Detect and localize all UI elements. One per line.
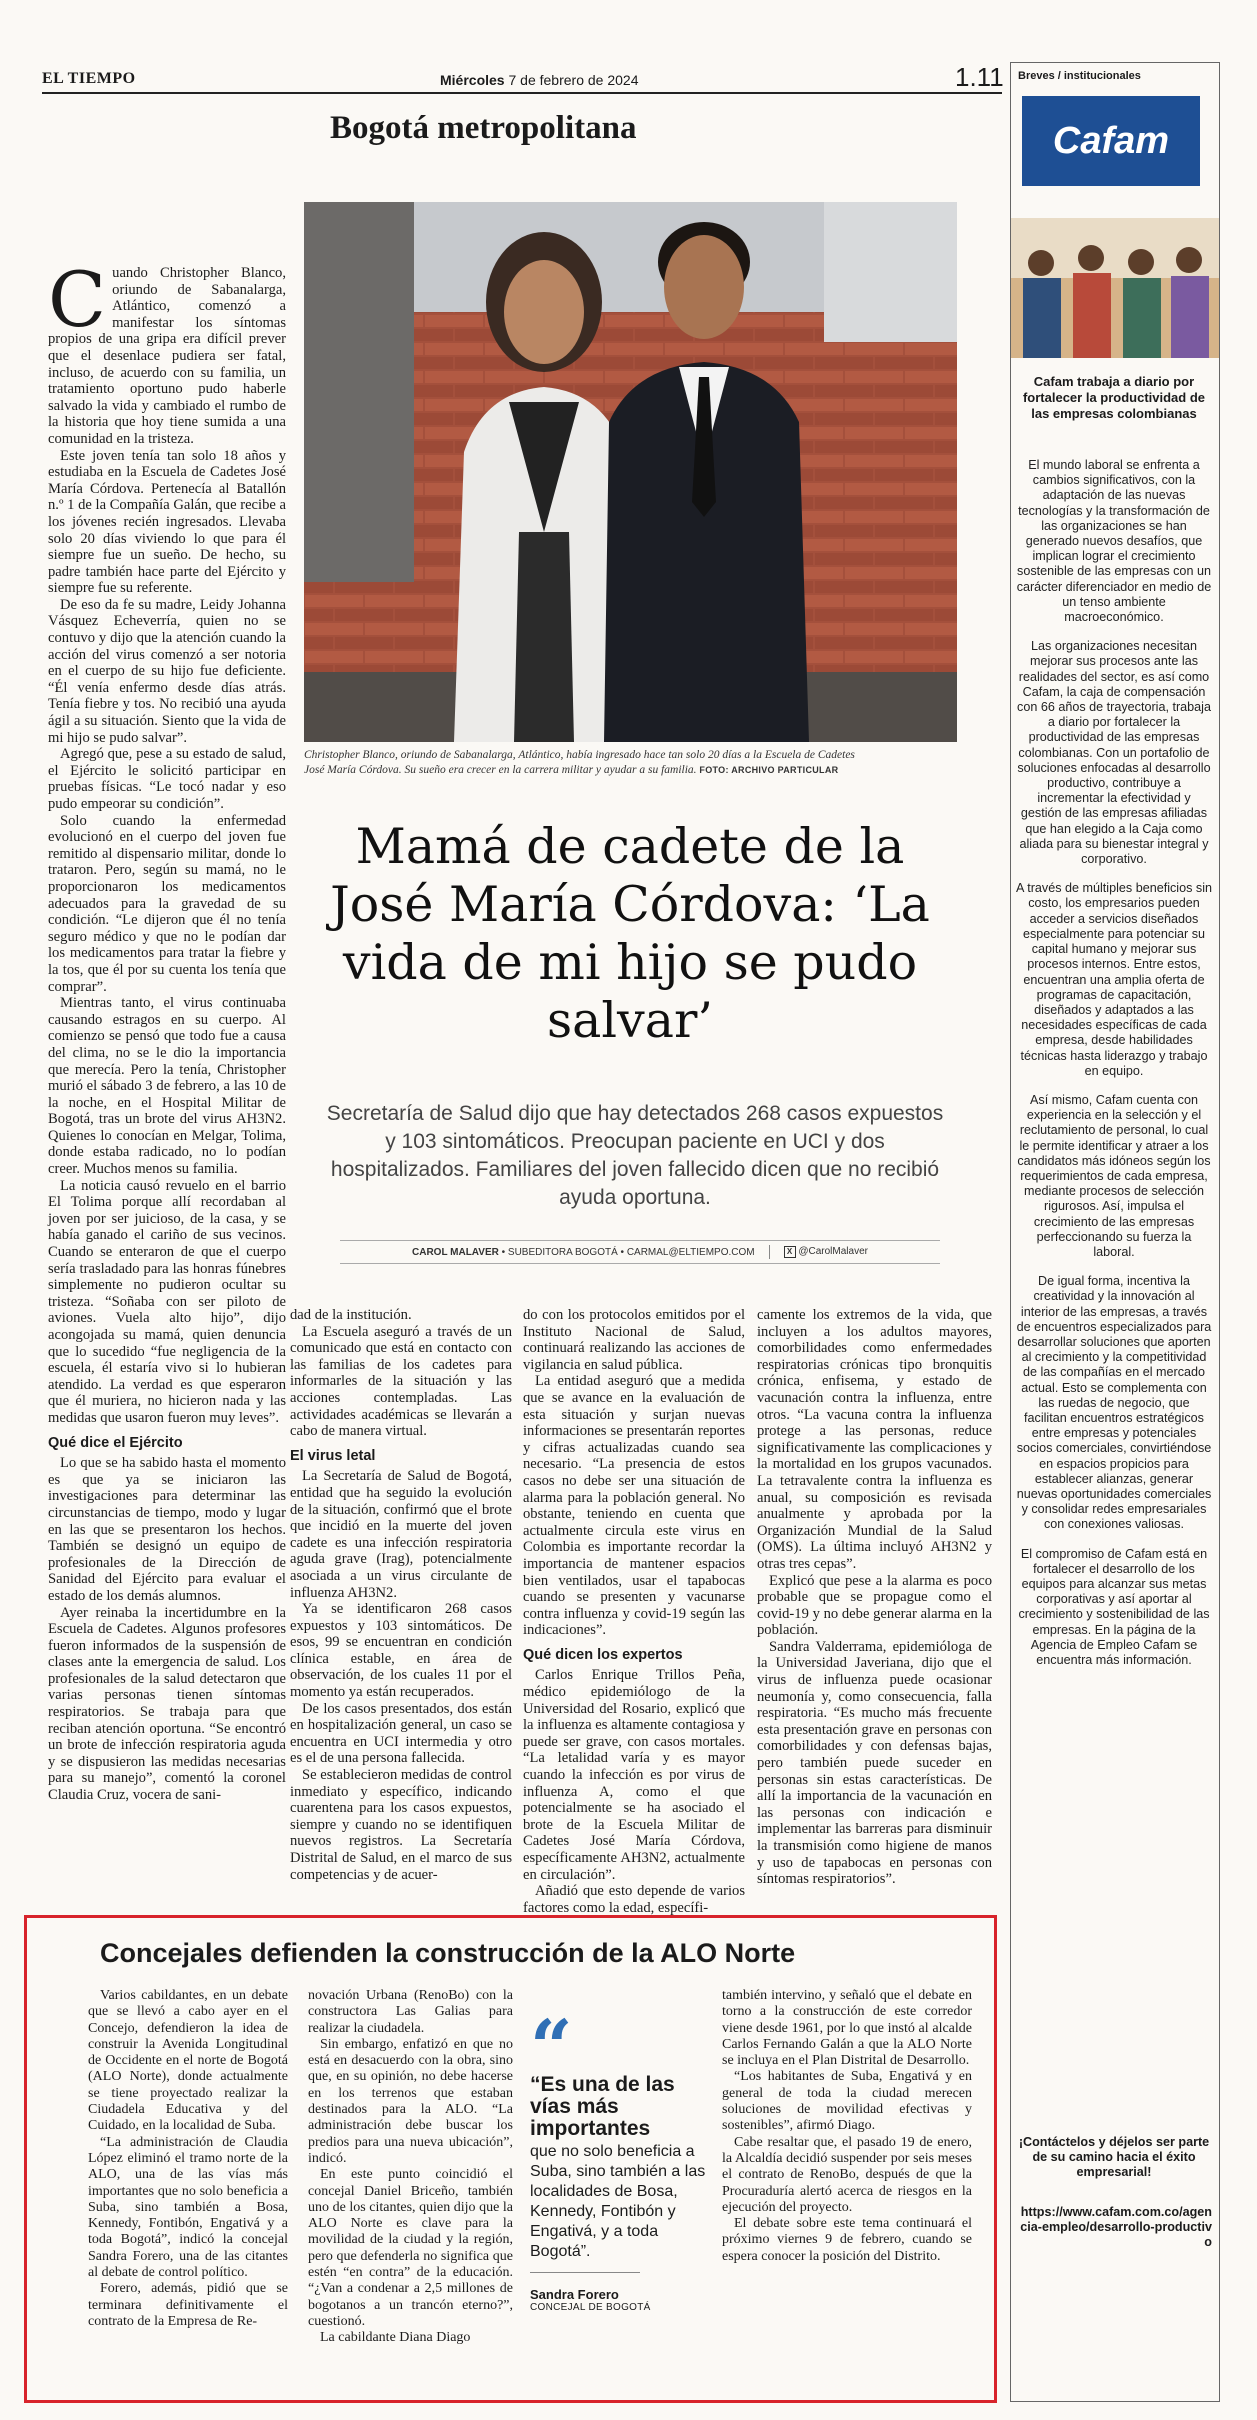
dropcap: C xyxy=(48,255,107,344)
quote-body: que no solo beneficia a Suba, sino también a las localidades de Bosa, Kennedy, Fontibón y Engativá, y a toda Bogotá”. xyxy=(530,2143,706,2260)
paragraph: Explicó que pese a la alarma es poco probable que se propague como el covid-19 y no debe generar alarma en la población. xyxy=(757,1572,992,1639)
paragraph: De eso da fe su madre, Leidy Johanna Vásquez Echeverría, quien no se contuvo y dijo que la atención cuando la acción del virus comenzó a ser notoria en el cuerpo de su hijo fue deficiente. “Él venía enfermo desde días atrás. Tenía fiebre y tos. No recibió una ayuda ágil a su situación. Siento que la vida de mi hijo se pudo salvar”. xyxy=(48,596,286,746)
subheading-ejercito: Qué dice el Ejército xyxy=(48,1434,183,1451)
sidebar-body xyxy=(1016,458,1212,1682)
paragraph: Lo que se ha sabido hasta el momento es que ya se iniciaron las investigaciones para determinar las circunstancias de tiempo, modo y lugar en las que se presentaron los hechos. También se designó un equipo de profesionales de la Dirección de Sanidad del Ejército para evaluar el estado de los demás alumnos. xyxy=(48,1455,286,1604)
paragraph: Carlos Enrique Trillos Peña, médico epidemiólogo de la Universidad del Rosario, explicó que la influenza es altamente contagiosa y puede ser grave, con casos mortales. “La letalidad varía y es mayor cuando la infección es por virus de influenza A, como el que potencialmente se ha asociado el brote de la Escuela Militar de Cadetes José María Córdova, específicamente AH3N2, actualmente en circulación”. xyxy=(523,1667,745,1883)
paragraph: Se establecieron medidas de control inmediato y específico, indicando cuarentena para los casos expuestos, siempre y cuando no se identifiquen nuevos registros. La Secretaría Distrital de Salud, en el marco de sus competencias y de acuer- xyxy=(290,1767,512,1883)
cafam-logo: Cafam xyxy=(1022,96,1200,186)
paragraph: uando Christopher Blanco, oriundo de Sabanalarga, Atlántico, comenzó a manifestar los síntomas propios de una gripa era difícil prever que el desenlace pudiera ser fatal, incluso, de acuerdo con su familia, un tratamiento oportuno pudo haberle salvado la vida y cambiado el rumbo de la historia que hoy tiene sumida a una comunidad en la tristeza. xyxy=(48,265,286,447)
photo-mother-and-son xyxy=(304,202,957,742)
quote-author-role: CONCEJAL DE BOGOTÁ xyxy=(530,2302,651,2313)
article-subtitle: Secretaría de Salud dijo que hay detectados 268 casos expuestos y 103 sintomáticos. Preocupan paciente en UCI y dos hospitalizados. Familiares del joven fallecido dicen que no recibió ayuda oportuna. xyxy=(326,1102,944,1209)
paragraph: Ya se identificaron 268 casos expuestos y 103 sintomáticos. De esos, 99 se encuentran en condición clínica estable, en área de observación, de los cuales 11 por el momento ya están recuperados. xyxy=(290,1601,512,1701)
section-title: Bogotá metropolitana xyxy=(330,110,637,146)
paragraph: La entidad aseguró que a medida que se avance en la evaluación de esta situación y surjan nuevas informaciones se presentarán reportes y cifras actualizadas cuando sea necesario. “La presencia de estos casos no debe ser una situación de alarma para la población general. No obstante, teniendo en cuenta que actualmente circula este virus en Colombia es importante recordar la importancia de mantener espacios bien ventilados, usar el tapabocas cuando se presenten y vacunarse contra influenza y covid-19 según las indicaciones”. xyxy=(523,1373,745,1639)
subheading-virus-letal: El virus letal xyxy=(290,1447,376,1464)
article-column-1 xyxy=(48,255,286,1804)
paragraph: Añadió que esto depende de varios factores como la edad, específi- xyxy=(523,1883,745,1916)
paragraph: Forero, además, pidió que se terminara definitivamente el contrato de la Empresa de Re- xyxy=(88,2281,288,2329)
paragraph: El debate sobre este tema continuará el próximo viernes 9 de febrero, cuando se espera conocer la posición del Distrito. xyxy=(722,2216,972,2264)
header-rule xyxy=(42,92,1002,94)
paragraph: Mientras tanto, el virus continuaba causando estragos en su cuerpo. Al comienzo se pensó que todo fue a causa del clima, no se le dio la importancia que merecía. Pero la tenía, Christopher murió el sábado 3 de febrero, a las 10 de la noche, en el Hospital Militar de Bogotá, tras un brote del virus AH3N2. Quienes lo conocían en Melgar, Tolima, donde estaba radicado, no lo podían creer. Muchos menos su familia. xyxy=(48,995,286,1178)
sidebar-call-to-action: ¡Contáctelos y déjelos ser parte de su camino hacia el éxito empresarial! xyxy=(1018,2135,1210,2180)
quote-mark-icon: “ xyxy=(530,2005,573,2091)
box-column-2 xyxy=(308,1988,513,2347)
paragraph: La Secretaría de Salud de Bogotá, entidad que ha seguido la evolución de la situación, confirmó que el brote que incidió en la muerte del joven cadete es una infección respiratoria aguda grave (Irag), potencialmente asociada a un virus circulante de influenza AH3N2. xyxy=(290,1468,512,1601)
office-team-photo xyxy=(1011,218,1219,358)
x-social-link[interactable] xyxy=(784,1246,868,1258)
paragraph: De igual forma, incentiva la creatividad y la innovación al interior de las empresas, a través de encuentros especializados para desarrollar soluciones que aporten al crecimiento y la competitividad de las compañías en el mercado actual. Esto se complementa con las ruedas de negocio, que facilitan encuentros estratégicos entre empresas y potenciales socios comerciales, convirtiéndose en espacios propicios para establecer alianzas, generar nuevas oportunidades comerciales y consolidar redes empresariales con conexiones valiosas. xyxy=(1016,1274,1212,1532)
masthead-logo: EL TIEMPO xyxy=(42,70,136,87)
paragraph: Solo cuando la enfermedad evolucionó en el cuerpo del joven fue remitido al dispensario militar, donde lo trataron. Pero, según su mamá, no le proporcionaron los medicamentos adecuados para la gravedad de su condición. “Le dijeron que él no tenía seguro médico y que no le podían dar los medicamentos para tratar la fiebre y la tos, que él por su cuenta los tenía que comprar”. xyxy=(48,812,286,995)
x-logo-icon: X xyxy=(784,1246,796,1258)
article-column-3 xyxy=(523,1307,745,1916)
photo-credit: FOTO: ARCHIVO PARTICULAR xyxy=(699,765,839,775)
paragraph: do con los protocolos emitidos por el Instituto Nacional de Salud, continuará realizando las acciones de vigilancia en salud pública. xyxy=(523,1307,745,1373)
paragraph: Así mismo, Cafam cuenta con experiencia en la selección y el reclutamiento de personal, lo cual le permite identificar y atraer a los candidatos más idóneos según los requerimientos de cada empresa, mediante procesos de selección rigurosos. Así, impulsa el crecimiento de las empresas perfeccionando su fuerza la laboral. xyxy=(1017,1092,1211,1259)
quote-author: Sandra Forero xyxy=(530,2287,619,2302)
paragraph: “La administración de Claudia López eliminó el tramo norte de la ALO, una de las vías más importantes que no solo beneficia a Suba, sino también a Bosa, Kennedy, Fontibón, Engativá y a toda Bogotá”, indicó la concejal Sandra Forero, una de las citantes al debate de control político. xyxy=(88,2134,288,2281)
sidebar-headline: Cafam trabaja a diario por fortalecer la productividad de las empresas colombianas xyxy=(1022,374,1206,421)
paragraph: novación Urbana (RenoBo) con la constructora Las Galias para realizar la ciudadela. xyxy=(308,1988,513,2036)
paragraph: El mundo laboral se enfrenta a cambios significativos, con la adaptación de las nuevas tecnologías y la transformación de las organizaciones se han generado nuevos desafíos, que implican lograr el crecimiento sostenible de las empresas con un carácter diferenciador en medio de un tenso ambiente macroeconómico. xyxy=(1016,458,1212,625)
paragraph: Varios cabildantes, en un debate que se llevó a cabo ayer en el Concejo, defendieron la idea de construir la Avenida Longitudinal de Occidente en el norte de Bogotá (ALO Norte), donde actualmente se tiene proyectado realizar la Ciudadela Educativa y del Cuidado, en la localidad de Suba. xyxy=(88,1988,288,2134)
caption-text: Christopher Blanco, oriundo de Sabanalarga, Atlántico, había ingresado hace tan solo 20 días a la Escuela de Cadetes José María Córdova. Su sueño era crecer en la carrera militar y ayudar a su familia. xyxy=(304,749,855,776)
article-column-4 xyxy=(757,1307,992,1888)
paragraph: La noticia causó revuelo en el barrio El Tolima porque allí recordaban al joven por ser juicioso, de la casa, y se había ganado el cariño de sus vecinos. Cuando se enteraron de que el cuerpo sería trasladado para las honras fúnebres simplemente no pudieron ocultar su tristeza. “Soñaba con ser piloto de aviones. Vuela alto hijo”, dijo acongojada su mamá, quien denuncia que lo sucedido “fue negligencia de la escuela, él estaría vivo si lo hubieran atendido. La verdad es que esperaron que él muriera, no hicieron nada y las medidas que usaron fueron muy leves”. xyxy=(48,1177,286,1426)
box-headline: Concejales defienden la construcción de la ALO Norte xyxy=(100,1938,796,1968)
date-day: Miércoles xyxy=(440,72,505,88)
paragraph: De los casos presentados, dos están en hospitalización general, un caso se encuentra en UCI intermedia y otro es el de una persona fallecida. xyxy=(290,1700,512,1767)
article-headline: Mamá de cadete de la José María Córdova: ‘La vida de mi hijo se pudo salvar’ xyxy=(330,818,930,1049)
byline-author: CAROL MALAVER xyxy=(412,1246,499,1258)
paragraph: Sin embargo, enfatizó en que no está en desacuerdo con la obra, sino que, en su opinión, no debe hacerse en los terrenos que estaban destinados para la ALO. “La administración debe buscar los predios para una nueva ubicación”, indicó. xyxy=(308,2036,513,2166)
paragraph: también intervino, y señaló que el debate en torno a la construcción de este corredor viene desde 1961, por lo que instó al alcalde Carlos Fernando Galán a que la ALO Norte se incluya en el Plan Distrital de Desarrollo. xyxy=(722,1988,972,2069)
paragraph: Ayer reinaba la incertidumbre en la Escuela de Cadetes. Algunos profesores fueron informados de la suspensión de clases ante la emergencia de salud. Los profesionales de la salud detectaron que varias personas tienen síntomas respiratorios. Se trabaja para que reciban atención oportuna. “Se encontró un brote de infección respiratoria aguda y se dispusieron las medidas necesarias para su manejo”, comentó la coronel Claudia Cruz, vocera de sani- xyxy=(48,1604,286,1804)
byline-role: • SUBEDITORA BOGOTÁ • CARMAL@ELTIEMPO.COM xyxy=(501,1246,755,1258)
byline-text xyxy=(412,1247,755,1258)
subheading-expertos: Qué dicen los expertos xyxy=(523,1646,683,1663)
article-photo xyxy=(304,202,957,742)
paragraph: Agregó que, pese a su estado de salud, el Ejército le solicitó participar en pruebas físicas. “Le tocó nadar y eso pudo empeorar su condición”. xyxy=(48,746,286,812)
byline xyxy=(340,1240,940,1264)
byline-handle: @CarolMalaver xyxy=(798,1246,868,1257)
paragraph: A través de múltiples beneficios sin costo, los empresarios pueden acceder a servicios diseñados especialmente para potenciar su capital humano y mejorar sus procesos internos. Entre estos, encuentran una amplia oferta de programas de capacitación, diseñados y adaptados a las necesidades específicas de cada empresa, desde habilidades técnicas hasta liderazgo y trabajo en equipo. xyxy=(1016,881,1213,1078)
paragraph: Las organizaciones necesitan mejorar sus procesos ante las realidades del sector, es así como Cafam, la caja de compensación con 66 años de trayectoria, trabaja a diario por fortalecer la productividad de las empresas colombianas. Con un portafolio de soluciones enfocadas al desarrollo productivo, contribuye a incrementar la efectividad y gestión de las empresas afiliadas que han elegido a la Caja como aliada para su bienestar integral y corporativo. xyxy=(1017,639,1211,867)
sidebar-photo xyxy=(1011,218,1219,358)
paragraph: dad de la institución. xyxy=(290,1307,412,1323)
article-column-2 xyxy=(290,1307,512,1883)
paragraph: La Escuela aseguró a través de un comunicado que está en contacto con las familias de los cadetes para informarles de la situación y las acciones contempladas. Las actividades académicas se llevarán a cabo de manera virtual. xyxy=(290,1323,512,1440)
photo-caption xyxy=(304,748,864,778)
paragraph: Sandra Valderrama, epidemióloga de la Universidad Javeriana, dijo que el virus de influenza puede ocasionar neumonía y, como consecuencia, falla respiratoria. “Es mucho más frecuente esta presentación grave en personas con comorbilidades y con defensas bajas, pero también puede suceder en personas sin estas características. De allí la importancia de la vacunación en las personas con indicación e implementar las barreras para disminuir la transmisión como higiene de manos y uso de tapabocas en personas con síntomas respiratorios”. xyxy=(757,1638,992,1888)
paragraph: Este joven tenía tan solo 18 años y estudiaba en la Escuela de Cadetes José María Córdova. Pertenecía al Batallón n.º 1 de la Compañía Galán, que recibe a los jóvenes recién ingresados. Llevaba solo 20 días viviendo lo que para él siempre fue un sueño. De hecho, su padre también hace parte del Ejército y siempre fue su referente. xyxy=(48,447,286,597)
paragraph: En este punto coincidió el concejal Daniel Briceño, también uno de los citantes, quien dijo que la ALO Norte es clave para la movilidad de la ciudad y la región, pero que defenderla no significa que estén “en contra” de la educación. “¿Van a condenar a 2,5 millones de bogotanos a un trancón eterno?”, cuestionó. xyxy=(308,2167,513,2329)
paragraph: El compromiso de Cafam está en fortalecer el desarrollo de los equipos para alcanzar sus metas corporativas y así aportar al crecimiento y sostenibilidad de las empresas. En la página de la Agencia de Empleo Cafam se encuentra más información. xyxy=(1018,1546,1210,1668)
sidebar-url-link[interactable]: https://www.cafam.com.co/agencia-empleo/desarrollo-productivo xyxy=(1020,2205,1212,2250)
sidebar-label: Breves / institucionales xyxy=(1018,70,1141,82)
quote-lead: “Es una de las vías más importantes xyxy=(530,2073,675,2140)
box-column-3 xyxy=(722,1988,972,2265)
paragraph: La cabildante Diana Diago xyxy=(320,2330,471,2346)
byline-divider xyxy=(769,1245,770,1259)
quote-rule xyxy=(530,2272,640,2273)
date-rest: 7 de febrero de 2024 xyxy=(508,72,639,88)
paragraph: Cabe resaltar que, el pasado 19 de enero, la Alcaldía decidió suspender por seis meses el contrato de RenoBo, después de que la Procuraduría alertó acerca de riesgos en la ejecución del proyecto. xyxy=(722,2134,972,2215)
pull-quote xyxy=(530,2005,715,2313)
paragraph: camente los extremos de la vida, que incluyen a los adultos mayores, comorbilidades como enfermedades respiratorias crónicas tipo bronquitis crónica, enfisema, y estado de vacunación contra la influenza, entre otros. “La vacuna contra la influenza protege a las personas, reduce significativamente las complicaciones y la mortalidad en los grupos vacunados. La tetravalente contra la influenza es anual, su composición es revisada anualmente y aprobada por la Organización Mundial de la Salud (OMS). La última incluyó AH3N2 y otras tres cepas”. xyxy=(757,1307,992,1572)
paragraph: “Los habitantes de Suba, Engativá y en general de toda la ciudad merecen soluciones de movilidad efectivas y sostenibles”, afirmó Diago. xyxy=(722,2069,972,2134)
page-number: 1.11 xyxy=(955,62,1004,92)
box-column-1 xyxy=(88,1988,288,2330)
dateline xyxy=(440,72,638,88)
